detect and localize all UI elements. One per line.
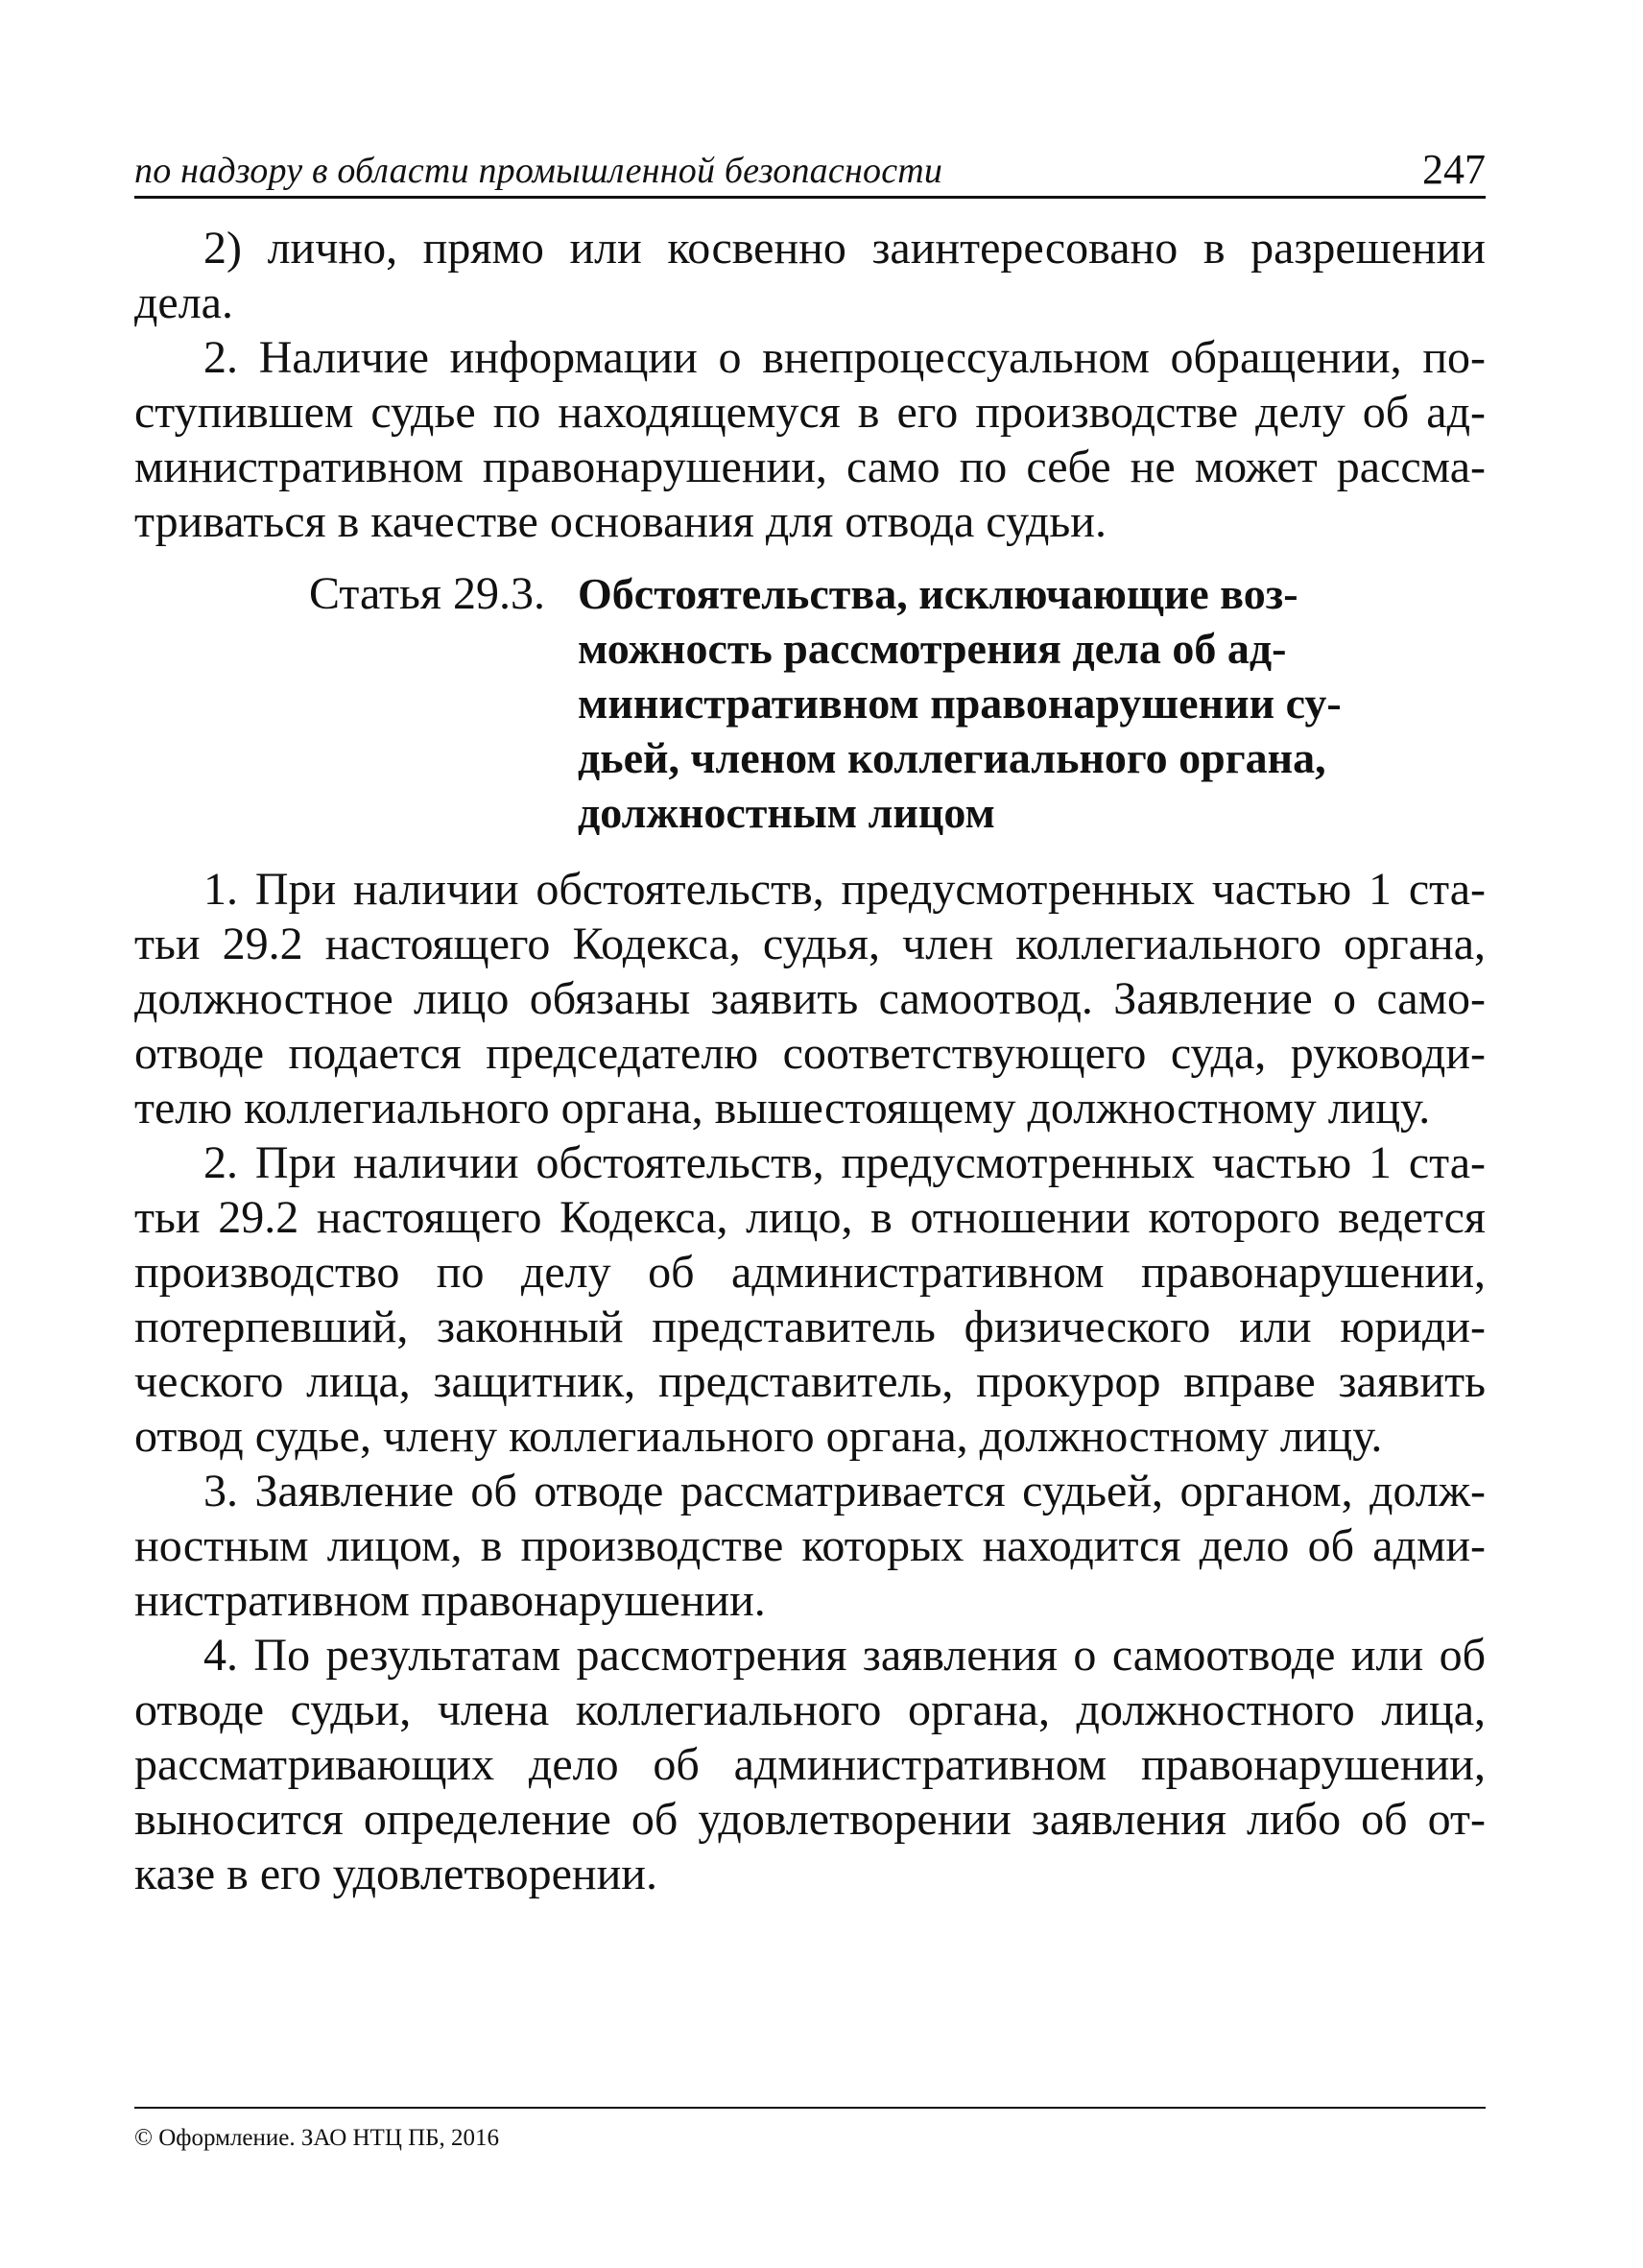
header-title: по надзору в области промышленной безопасности	[134, 151, 943, 191]
paragraph-intro-2: 2. Наличие информации о внепроцессуальном обращении, поступившем судье по находящемуся в его производстве делу об административном правонарушении, само по себе не может рассматриваться в качестве основания для отвода судьи.	[134, 332, 1486, 547]
article-title: Обстоятельства, исключающие возможность рассмотрения дела об административном правонарушении судьей, членом коллегиального органа, должностным лицом	[578, 569, 1342, 837]
article-paragraph-4: 4. По результатам рассмотрения заявления о самоотводе или об отводе судьи, члена коллегиального органа, должностного лица, рассматривающих дело об административном правонарушении, выносится определение об удовлетворении заявления либо об отказе в его удовлетворении.	[134, 1630, 1486, 1899]
intro-text	[134, 221, 1486, 549]
copyright-footer: © Оформление. ЗАО НТЦ ПБ, 2016	[134, 2125, 500, 2151]
article-paragraph-2: 2. При наличии обстоятельств, предусмотренных частью 1 статьи 29.2 настоящего Кодекса, лицо, в отношении которого ведется производство по делу об административном правонарушении, потерпевший, законный представитель физического или юридического лица, защитник, представитель, прокурор вправе заявить отвод судье, члену коллегиального органа, должностному лицу.	[134, 1137, 1486, 1462]
paragraph-intro-1: 2) лично, прямо или косвенно заинтересовано в разрешении дела.	[134, 223, 1486, 328]
page-number: 247	[1422, 146, 1486, 193]
running-header	[134, 146, 1486, 199]
article-paragraph-1: 1. При наличии обстоятельств, предусмотренных частью 1 статьи 29.2 настоящего Кодекса, судья, член коллегиального органа, должностное лицо обязаны заявить самоотвод. Заявление о самоотводе подается председателю соответствующего суда, руководителю коллегиального органа, вышестоящему должностному лицу.	[134, 864, 1486, 1134]
footer-divider	[134, 2107, 1486, 2109]
article-paragraph-3: 3. Заявление об отводе рассматривается судьей, органом, должностным лицом, в производстве которых находится дело об административном правонарушении.	[134, 1466, 1486, 1626]
article-heading	[134, 566, 1486, 854]
article-label: Статья 29.3.	[309, 568, 545, 619]
article-body	[134, 862, 1486, 1901]
